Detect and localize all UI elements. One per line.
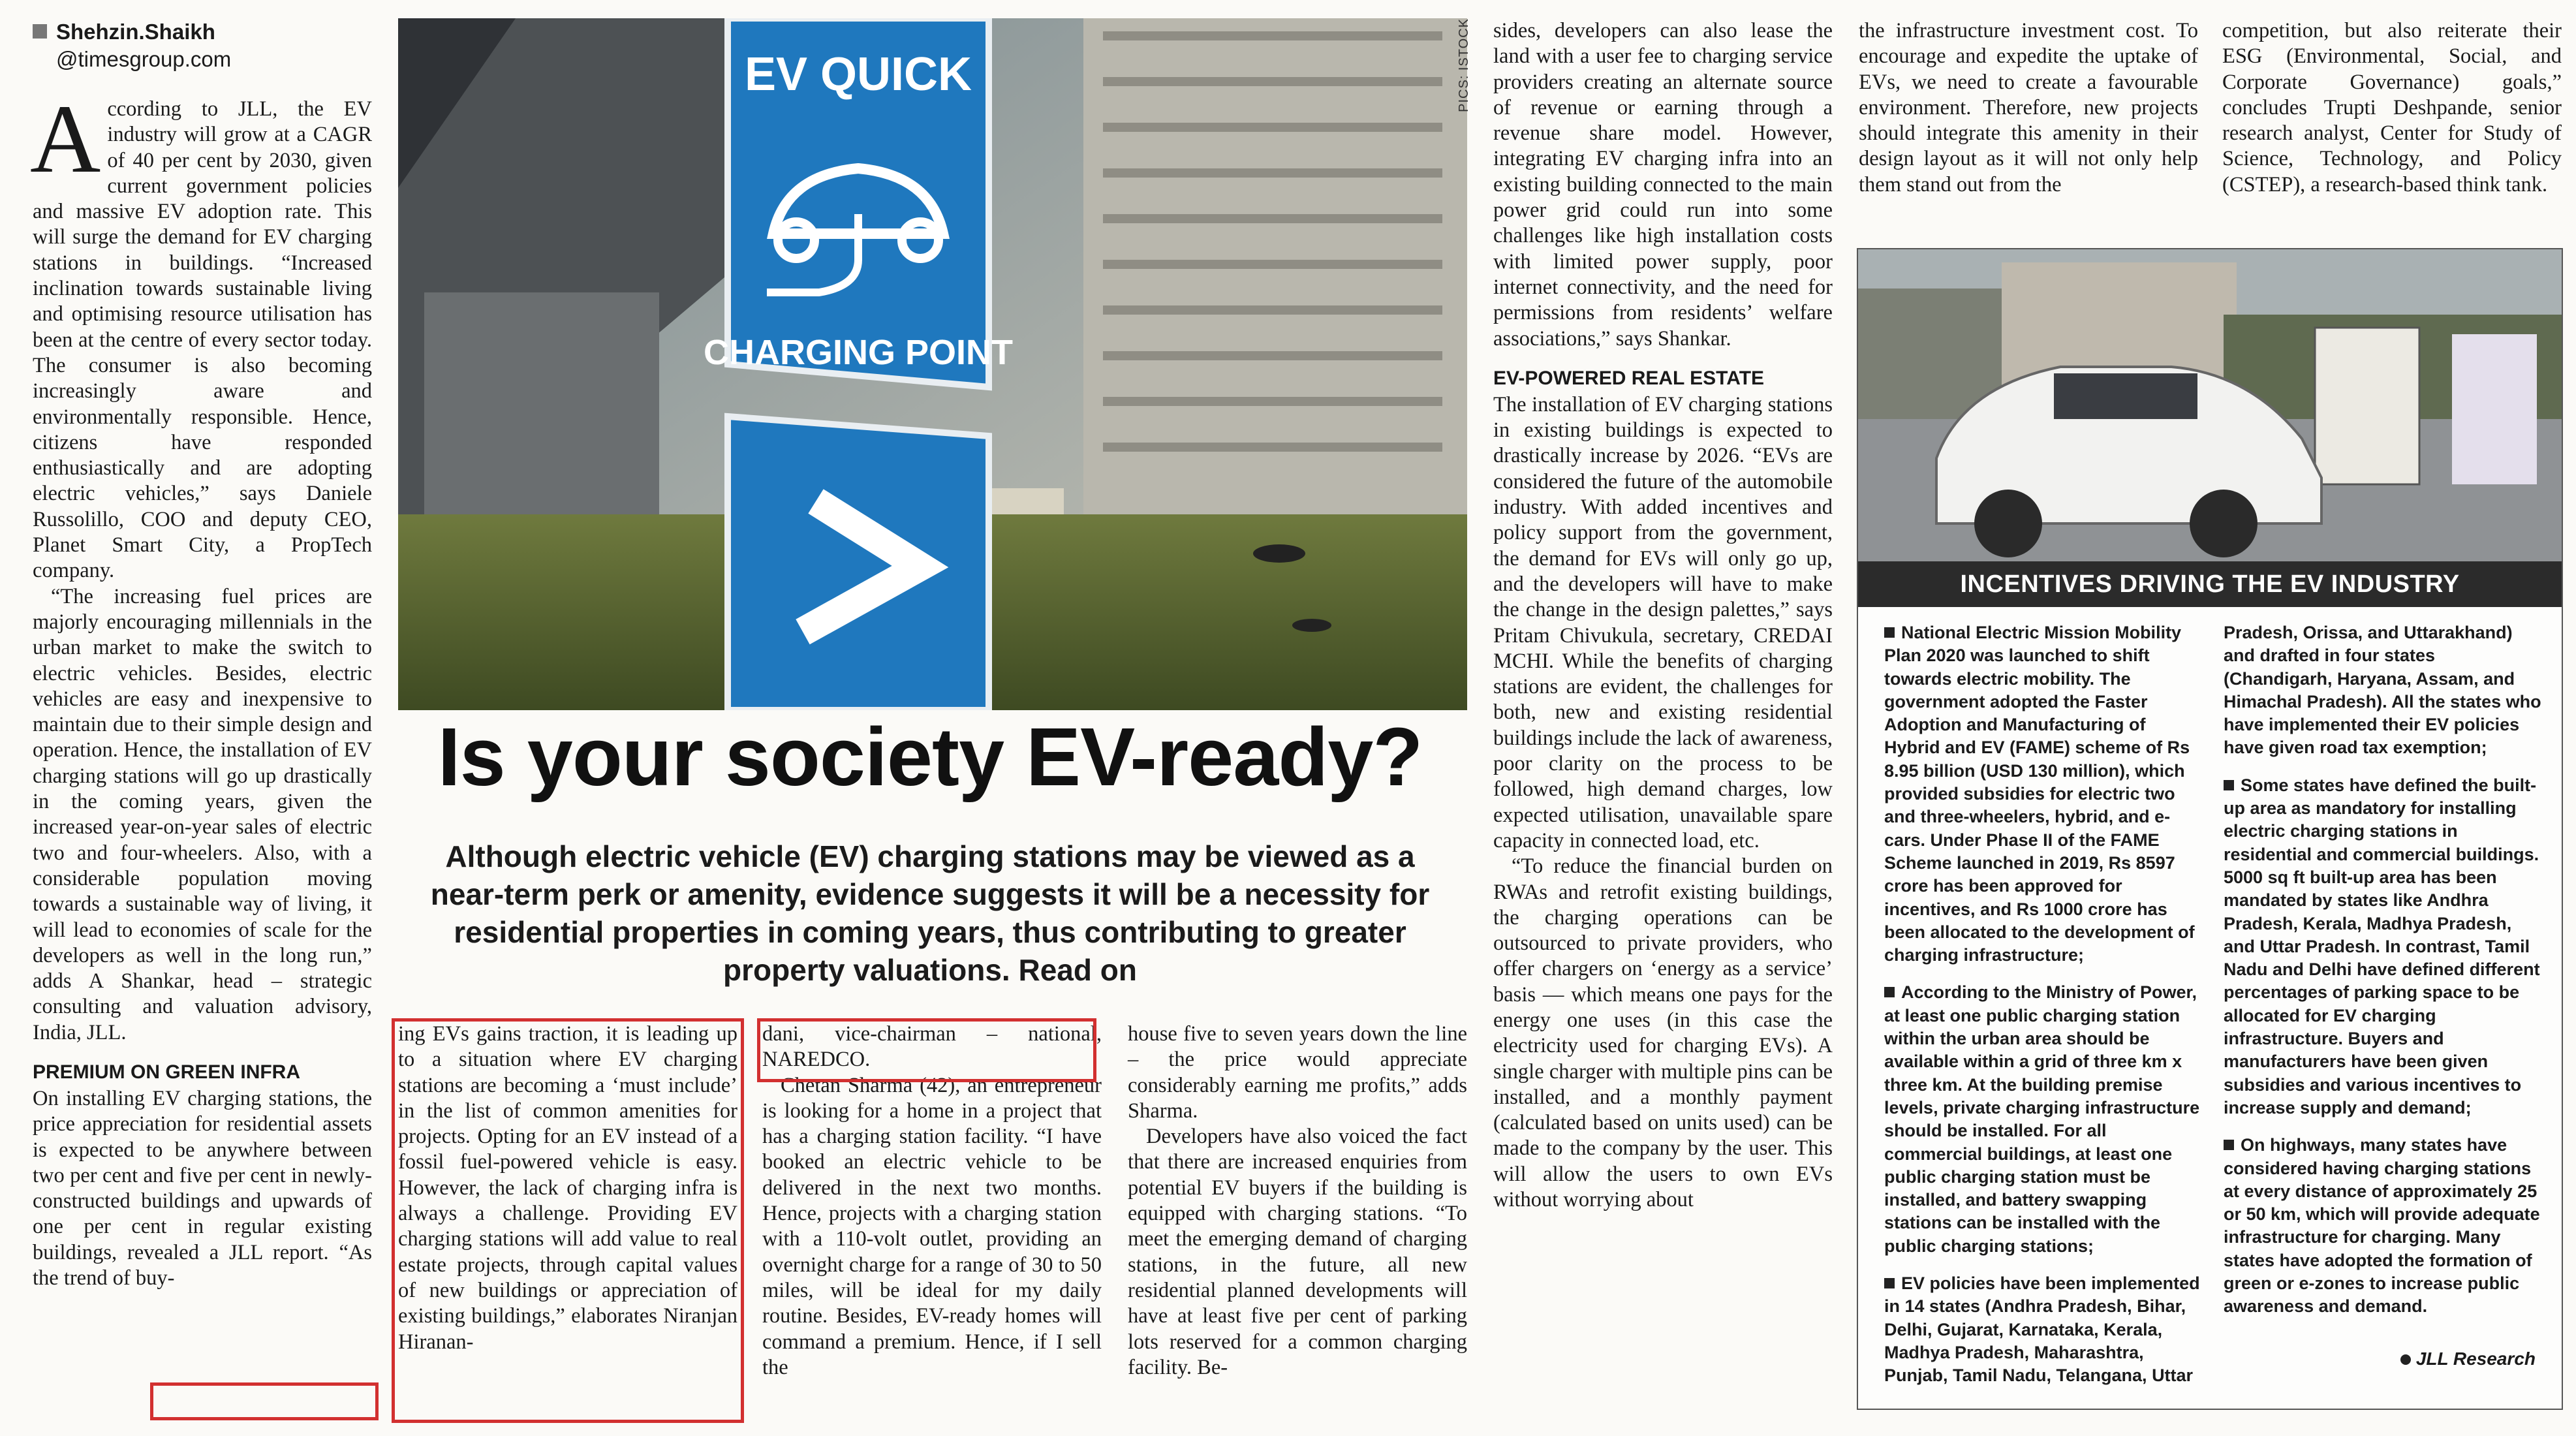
sidebar-bullet-2: According to the Ministry of Power, at least one public charging station within the urban area should be available within a grid of three km x three km. At the building premise levels, private charging infrastructure should be installed. For all commercial buildings, at least one public charging station must be installed, and battery swapping stations can be installed with the public charging stations;	[1884, 982, 2200, 1256]
column-1-paragraph-2: “The increasing fuel prices are majorly encouraging millennials in the urban market to make the switch to electric vehicles. Besides, electric vehicles are easy and inexpensive to maintain due to their simple design and operation. Hence, the installation of EV charging stations will go up drastically in the coming years, given the increased year-on-year sales of electric two and four-wheelers. Also, with a considerable population moving towards a sustainable way of living, it will lead to economies of scale for the developers as well in the long run,” adds A Shankar, head – strategic consulting and valuation advisory, India, JLL.	[33, 584, 372, 1044]
column-3-paragraph-2: Chetan Sharma (42), an entrepreneur is looking for a home in a project that has a charging station facility. “I have booked an electric vehicle to be delivered in the next two months. Hence, projects with a charging station with a 110-volt outlet, providing an overnight charge for a range of 30 to 50 miles, will be ideal for my daily routine. Besides, EV-ready homes will command a premium. Hence, if I sell the	[762, 1073, 1102, 1379]
sidebar-credit: JLL Research	[2400, 1349, 2536, 1369]
sidebar-column-2	[2224, 621, 2543, 1333]
column-4-paragraph-1: house five to seven years down the line – the price would appreciate considerably earning me profits,” adds Sharma.	[1128, 1022, 1467, 1123]
byline	[33, 18, 231, 73]
headline: Is your society EV-ready?	[437, 711, 1423, 803]
highlight-box-1	[150, 1382, 379, 1420]
article-column-6	[1859, 18, 2198, 198]
column-7-paragraph: competition, but also reiterate their ESG (Environmental, Social, and Corporate Governance) goals,” concludes Trupti Deshpande, senior research analyst, Center for Study of Science, Technology, and Policy (CSTEP), a research-based think tank.	[2222, 19, 2562, 196]
sidebar-bullet-5: On highways, many states have considered having charging stations at every distance of approximately 25 or 50 km, which will provide adequate infrastructure for charging. Many states have adopted the formation of green or e-zones to increase public awareness and demand.	[2224, 1135, 2540, 1317]
column-2-paragraph: ing EVs gains traction, it is leading up to a situation where EV charging stations are becoming a ‘must include’ in the list of common amenities for projects. Opting for an EV instead of a fossil fuel-powered vehicle is easy. However, the lack of charging infra is always a challenge. Providing EV charging stations will add value to real estate projects, through capital values of new buildings or appreciation of existing buildings,” elaborates Niranjan Hiranan-	[398, 1022, 737, 1354]
bullet-square-icon	[1884, 627, 1895, 638]
sidebar-column-1	[1884, 621, 2204, 1402]
sidebar-bullet-3: EV policies have been implemented in 14 states (Andhra Pradesh, Bihar, Delhi, Gujarat, Karnataka, Kerala, Madhya Pradesh, Maharashtra, Punjab, Tamil Nadu, Telangana, Uttar	[1884, 1273, 2200, 1386]
column-4-paragraph-2: Developers have also voiced the fact that there are increased enquiries from potential EV buyers if the building is equipped with charging stations. “To meet the emerging demand of charging stations, in the future, all new residential planned developments will have at least five per cent of parking lots reserved for a common charging facility. Be-	[1128, 1125, 1467, 1379]
ev-charging-sign-photo	[398, 18, 1467, 710]
byline-square-icon	[33, 24, 47, 39]
drop-cap: A	[30, 85, 101, 193]
sidebar-bullet-4: Some states have defined the built-up area as mandatory for installing electric charging stations in residential and commercial buildings. 5000 sq ft built-up area has been mandated by states like Andhra Pradesh, Kerala, Madhya Pradesh, and Uttar Pradesh. In contrast, Tamil Nadu and Delhi have defined different percentages of parking space to be allocated for EV charging infrastructure. Buyers and manufacturers have been given subsidies and various incentives to increase supply and demand;	[2224, 775, 2540, 1117]
hero-photo	[398, 18, 1467, 710]
subhead-ev-powered-real-estate: EV-POWERED REAL ESTATE	[1493, 367, 1765, 389]
highlight-box-3	[757, 1018, 1096, 1082]
article-column-1	[30, 85, 372, 1291]
column-6-paragraph: the infrastructure investment cost. To encourage and expedite the uptake of EVs, we need to create a favourable environment. Therefore, new projects should integrate this amenity in their design layout as it will not only help them stand out from the	[1859, 19, 2198, 196]
subhead-premium-green-infra: PREMIUM ON GREEN INFRA	[33, 1061, 301, 1083]
credit-dot-icon	[2400, 1354, 2411, 1365]
pics-credit: PICS: ISTOCK	[1457, 18, 1471, 112]
bullet-square-icon	[2224, 780, 2234, 790]
column-1-paragraph-1: ccording to JLL, the EV industry will grow at a CAGR of 40 per cent by 2030, given current government policies and massive EV adoption rate. This will surge the demand for EV charging stations in buildings. “Increased inclination towards sustainable living and optimising resource utilisation has been at the centre of every sector today. The consumer is also becoming increasingly aware and environmentally responsible. Hence, citizens have responded enthusiastically and are adopting electric vehicles,” says Daniele Russolillo, COO and deputy CEO, Planet Smart City, a PropTech company.	[33, 97, 372, 583]
sidebar-bullet-3-continued: Pradesh, Orissa, and Uttarakhand) and drafted in four states (Chandigarh, Haryana, Assam, and Himachal Pradesh). All the states who have implemented their EV policies have given road tax exemption;	[2224, 623, 2541, 758]
article-column-4	[1128, 1022, 1467, 1381]
article-column-7	[2222, 18, 2562, 198]
sign-top-text: EV QUICK	[744, 48, 972, 101]
highlight-box-2	[392, 1018, 744, 1423]
column-5-paragraph-3: “To reduce the financial burden on RWAs and retrofit existing buildings, the charging operations can be outsourced to private providers, who offer chargers on ‘energy as a service’ basis — which means one pays for the energy one uses (in this case the electricity used for charging EVs). A single charger with multiple pins can be installed, and a monthly payment (calculated based on units used) can be made to the company by the user. This will allow the users to own EVs without worrying about	[1493, 854, 1833, 1212]
ev-car-photo	[1858, 249, 2563, 561]
column-1-paragraph-3: On installing EV charging stations, the price appreciation for residential assets is expected to be anywhere between two per cent and five per cent in newly-constructed buildings and upwards of one per cent in regular existing buildings, revealed a JLL report. “As the trend of buy-	[33, 1086, 372, 1290]
sidebar-bullet-1: National Electric Mission Mobility Plan 2020 was launched to shift towards electric mobility. The government adopted the Faster Adoption and Manufacturing of Hybrid and EV (FAME) scheme of Rs 8.95 billion (USD 130 million), which provided subsidies for electric two and three-wheelers, hybrid, and e-cars. Under Phase II of the FAME Scheme launched in 2019, Rs 8597 crore has been approved for incentives, and Rs 1000 crore has been allocated to the development of charging infrastructure;	[1884, 623, 2195, 965]
incentives-sidebar	[1857, 248, 2563, 1410]
byline-handle: @timesgroup.com	[56, 47, 232, 71]
bullet-square-icon	[1884, 987, 1895, 997]
column-5-paragraph-2: The installation of EV charging stations in existing buildings is expected to drastically increase by 2026. “EVs are considered the future of the automobile industry. With added incentives and policy support from the government, the demand for EVs will only go up, and the developers will have to make the change in the design palettes,” says Pritam Chivukula, secretary, CREDAI MCHI. While the benefits of charging stations are evident, the challenges for both, new and existing residential buildings include the lack of awareness, poor clarity on the process to be followed, high demand charges, low expected utilisation, unavailable spare capacity in connected load, etc.	[1493, 392, 1833, 852]
column-5-paragraph-1: sides, developers can also lease the land with a user fee to charging service providers creating an alternate source of revenue or earning through a revenue share model. However, integrating EV charging infra into an existing building connected to the main power grid could run into some challenges like high installation costs with limited power supply, poor internet connectivity, and the need for permissions from residents’ welfare associations,” says Shankar.	[1493, 19, 1833, 351]
sidebar-title: INCENTIVES DRIVING THE EV INDUSTRY	[1858, 561, 2562, 607]
bullet-square-icon	[2224, 1140, 2234, 1150]
bullet-square-icon	[1884, 1278, 1895, 1288]
deck: Although electric vehicle (EV) charging stations may be viewed as a near-term perk or amenity, evidence suggests it will be a necessity for residential properties in coming years, thus contributing to greater property valuations. Read on	[430, 839, 1430, 987]
column-3-paragraph-1: dani, vice-chairman – national, NAREDCO.	[762, 1022, 1102, 1072]
article-column-5	[1493, 18, 1833, 1213]
sign-bottom-text: CHARGING POINT	[703, 333, 1014, 372]
byline-name: Shehzin.Shaikh	[56, 20, 215, 44]
